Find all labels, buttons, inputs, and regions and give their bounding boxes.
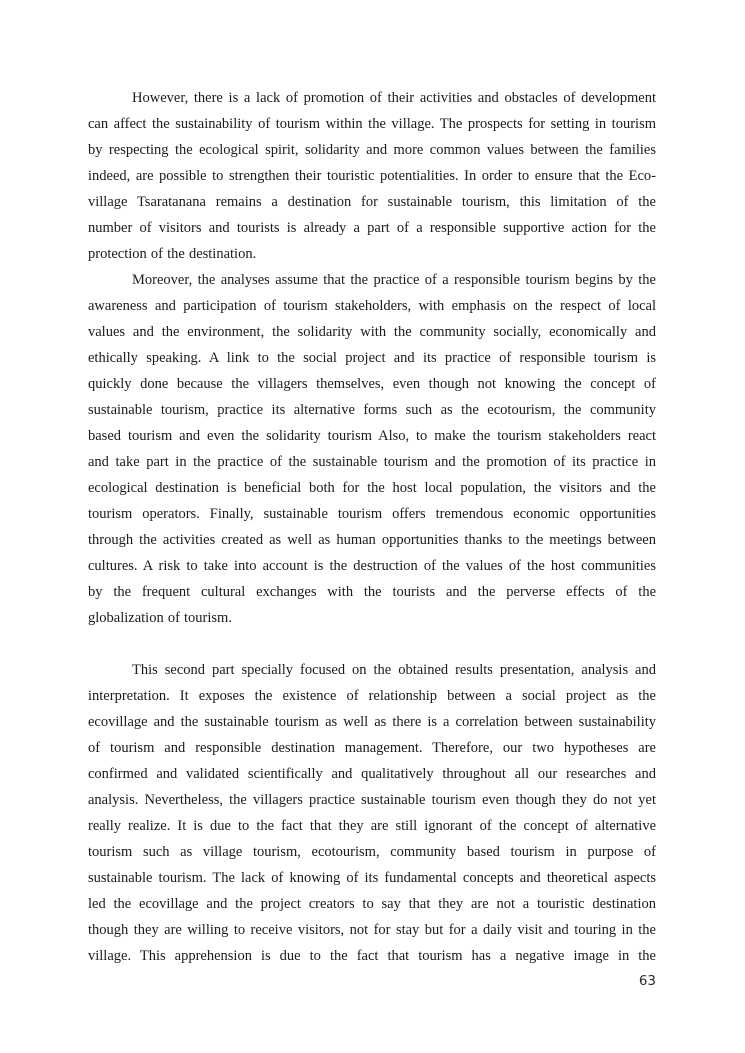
text-line: analysis. Nevertheless, the villagers practice sustainable tourism even though they do not yet bbox=[88, 792, 656, 808]
text-line: interpretation. It exposes the existence of relationship between a social project as the bbox=[88, 688, 656, 704]
text-line: through the activities created as well as human opportunities thanks to the meetings between bbox=[88, 532, 656, 548]
text-line: globalization of tourism. bbox=[88, 610, 232, 626]
text-line: really realize. It is due to the fact that they are still ignorant of the concept of alternative bbox=[88, 818, 656, 834]
text-line: indeed, are possible to strengthen their touristic potentialities. In order to ensure that the Eco- bbox=[88, 168, 656, 184]
text-line: ecological destination is beneficial both for the host local population, the visitors and the bbox=[88, 480, 656, 496]
text-line: by the frequent cultural exchanges with the tourists and the perverse effects of the bbox=[88, 584, 656, 600]
text-line: protection of the destination. bbox=[88, 246, 257, 262]
text-line: sustainable tourism. The lack of knowing of its fundamental concepts and theoretical aspects bbox=[88, 870, 656, 886]
text-line: by respecting the ecological spirit, solidarity and more common values between the families bbox=[88, 142, 656, 158]
text-line: and take part in the practice of the sustainable tourism and the promotion of its practice in bbox=[88, 454, 656, 470]
text-line: led the ecovillage and the project creators to say that they are not a touristic destination bbox=[88, 896, 656, 912]
text-line: This second part specially focused on the obtained results presentation, analysis and bbox=[132, 662, 656, 678]
text-line: Moreover, the analyses assume that the practice of a responsible tourism begins by the bbox=[132, 272, 656, 288]
text-line: confirmed and validated scientifically and qualitatively throughout all our researches and bbox=[88, 766, 656, 782]
text-line: tourism operators. Finally, sustainable tourism offers tremendous economic opportunities bbox=[88, 506, 656, 522]
page-number: 63 bbox=[638, 973, 656, 989]
paragraph bbox=[88, 267, 656, 631]
text-line: cultures. A risk to take into account is the destruction of the values of the host communities bbox=[88, 558, 656, 574]
page-content bbox=[88, 85, 656, 969]
text-line: quickly done because the villagers themselves, even though not knowing the concept of bbox=[88, 376, 656, 392]
text-line: though they are willing to receive visitors, not for stay but for a daily visit and touring in the bbox=[88, 922, 656, 938]
text-line: village Tsaratanana remains a destination for sustainable tourism, this limitation of the bbox=[88, 194, 656, 210]
text-line: village. This apprehension is due to the fact that tourism has a negative image in the bbox=[88, 948, 656, 964]
text-line: values and the environment, the solidarity with the community socially, economically and bbox=[88, 324, 656, 340]
text-line: of tourism and responsible destination management. Therefore, our two hypotheses are bbox=[88, 740, 656, 756]
text-line: awareness and participation of tourism stakeholders, with emphasis on the respect of local bbox=[88, 298, 656, 314]
text-line: tourism such as village tourism, ecotourism, community based tourism in purpose of bbox=[88, 844, 656, 860]
text-line: ecovillage and the sustainable tourism as well as there is a correlation between sustainability bbox=[88, 714, 656, 730]
paragraph bbox=[88, 657, 656, 969]
text-line: sustainable tourism, practice its alternative forms such as the ecotourism, the community bbox=[88, 402, 656, 418]
text-line: ethically speaking. A link to the social project and its practice of responsible tourism is bbox=[88, 350, 656, 366]
text-line: number of visitors and tourists is already a part of a responsible supportive action for the bbox=[88, 220, 656, 236]
paragraph bbox=[88, 85, 656, 267]
text-line: can affect the sustainability of tourism within the village. The prospects for setting in tourism bbox=[88, 116, 656, 132]
text-line: based tourism and even the solidarity tourism Also, to make the tourism stakeholders react bbox=[88, 428, 656, 444]
text-line: However, there is a lack of promotion of their activities and obstacles of development bbox=[132, 90, 656, 106]
